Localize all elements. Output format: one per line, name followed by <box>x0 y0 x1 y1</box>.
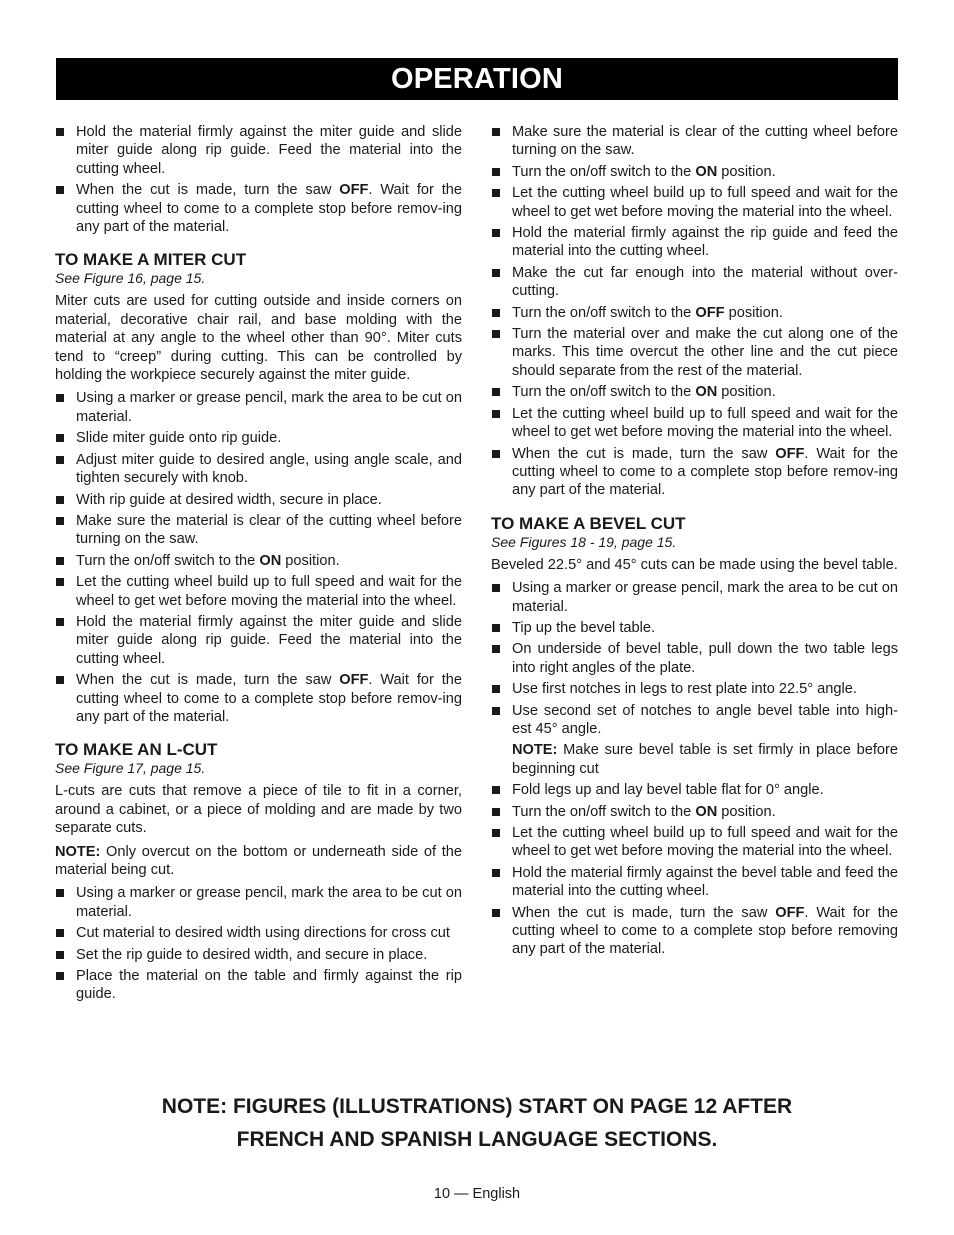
section-title-banner: OPERATION <box>56 58 898 100</box>
bevel-cut-heading: TO MAKE A BEVEL CUT <box>491 513 686 533</box>
list-item <box>491 445 898 500</box>
right-column <box>491 123 898 962</box>
item-text: . Wait for the cutting wheel to come to a complete stop before remov-ing any part of the material. <box>76 182 462 236</box>
item-text: Turn the material over and make the cut along one of the marks. This time overcut the other line and the cut piece should separate from the rest of the material. <box>512 326 898 379</box>
item-text: Cut material to desired width using directions for cross cut <box>76 925 450 942</box>
item-text: Make sure the material is clear of the cutting wheel before turning on the saw. <box>512 124 898 159</box>
list-item <box>491 383 898 401</box>
list-item <box>55 389 462 426</box>
list-item <box>491 579 898 616</box>
item-text: Let the cutting wheel build up to full speed and wait for the wheel to get wet before moving the material into the wheel. <box>76 574 462 609</box>
item-text: When the cut is made, turn the saw <box>512 445 776 462</box>
list-item <box>55 123 462 178</box>
miter-cut-paragraph: Miter cuts are used for cutting outside and inside corners on material, decorative chair rail, and base molding with the material at any angle to the wheel other than 90°. Miter cuts tend to “creep” during cutting. This can be controlled by holding the workpiece securely against the miter guide. <box>55 293 462 384</box>
item-text: Turn the on/off switch to the <box>512 304 696 321</box>
list-item <box>491 864 898 901</box>
item-text: position. <box>724 304 783 321</box>
item-text: Set the rip guide to desired width, and secure in place. <box>76 946 428 963</box>
list-item <box>491 803 898 821</box>
l-cut-paragraph: L-cuts are cuts that remove a piece of tile to fit in a corner, around a cabinet, or a piece of molding and are made by two separate cuts. <box>55 783 462 837</box>
bevel-cut-paragraph: Beveled 22.5° and 45° cuts can be made using the bevel table. <box>491 556 898 573</box>
left-column <box>55 123 462 1007</box>
item-text: On underside of bevel table, pull down the two table legs into right angles of the plate. <box>512 641 898 676</box>
item-text: Place the material on the table and firmly against the rip guide. <box>76 968 462 1003</box>
list-item <box>491 904 898 959</box>
l-cut-note <box>55 843 462 880</box>
item-text: Let the cutting wheel build up to full speed and wait for the wheel to get wet before moving the material into the wheel. <box>512 185 898 220</box>
list-item <box>55 946 462 964</box>
list-item <box>491 304 898 322</box>
item-text: position. <box>717 803 776 820</box>
bevel-cut-steps-continued <box>491 781 898 959</box>
list-item <box>491 224 898 261</box>
list-item <box>55 451 462 488</box>
item-emphasis: OFF <box>339 672 369 689</box>
bevel-cut-note <box>491 741 898 778</box>
figures-note-line-2: FRENCH AND SPANISH LANGUAGE SECTIONS. <box>236 1128 718 1151</box>
item-emphasis: ON <box>695 384 718 401</box>
list-item <box>55 613 462 668</box>
figures-note-line-1: NOTE: FIGURES (ILLUSTRATIONS) START ON PAGE 12 AFTER <box>161 1095 793 1118</box>
list-item <box>55 671 462 726</box>
item-emphasis: ON <box>695 163 718 180</box>
item-text: Adjust miter guide to desired angle, using angle scale, and tighten securely with knob. <box>76 451 462 487</box>
item-text: . Wait for the cutting wheel to come to a complete stop before remov-ing any part of the material. <box>512 445 898 499</box>
item-text: position. <box>281 552 340 569</box>
list-item <box>491 824 898 861</box>
intro-list <box>55 123 462 236</box>
item-emphasis: OFF <box>339 182 369 199</box>
item-text: Hold the material firmly against the rip guide and feed the material into the cutting wheel. <box>512 225 898 260</box>
figures-location-note <box>60 1090 894 1156</box>
item-text: Use second set of notches to angle bevel table into high-est 45° angle. <box>512 702 898 737</box>
list-item <box>55 552 462 570</box>
item-emphasis: OFF <box>695 304 725 321</box>
item-text: Fold legs up and lay bevel table flat for 0° angle. <box>512 782 824 799</box>
item-emphasis: ON <box>259 552 282 569</box>
item-text: . Wait for the cutting wheel to come to a complete stop before remov-ing any part of the material. <box>76 672 462 725</box>
item-text: When the cut is made, turn the saw <box>512 904 776 921</box>
note-text: Make sure bevel table is set firmly in place before beginning cut <box>512 742 898 777</box>
list-item <box>55 884 462 921</box>
list-item <box>55 924 462 942</box>
list-item <box>491 702 898 739</box>
bevel-cut-steps <box>491 579 898 738</box>
list-item <box>55 491 462 509</box>
item-text: When the cut is made, turn the saw <box>76 182 340 199</box>
note-text: Only overcut on the bottom or underneath side of the material being cut. <box>55 843 462 878</box>
list-item <box>491 640 898 677</box>
item-text: Turn the on/off switch to the <box>512 803 696 820</box>
item-text: Use first notches in legs to rest plate into 22.5° angle. <box>512 681 857 698</box>
list-item <box>491 123 898 160</box>
list-item <box>491 781 898 799</box>
miter-cut-heading: TO MAKE A MITER CUT <box>55 250 247 270</box>
item-text: Tip up the bevel table. <box>512 619 656 636</box>
item-text: Hold the material firmly against the bevel table and feed the material into the cutting wheel. <box>512 864 898 900</box>
list-item <box>491 325 898 380</box>
list-item <box>55 429 462 447</box>
item-text: Make sure the material is clear of the cutting wheel before turning on the saw. <box>76 512 462 548</box>
list-item <box>55 573 462 610</box>
bevel-cut-figure-ref: See Figures 18 - 19, page 15. <box>491 533 677 550</box>
item-text: When the cut is made, turn the saw <box>76 672 340 689</box>
item-text: Let the cutting wheel build up to full speed and wait for the wheel to get wet before moving the material into the wheel. <box>512 405 898 441</box>
item-emphasis: OFF <box>775 445 805 462</box>
item-text: position. <box>717 163 776 180</box>
list-item <box>491 184 898 221</box>
page-footer: 10 — English <box>433 1186 521 1202</box>
l-cut-steps <box>55 884 462 1003</box>
list-item <box>491 619 898 637</box>
note-label: NOTE: <box>55 843 101 860</box>
note-label: NOTE: <box>512 742 558 759</box>
list-item <box>491 163 898 181</box>
item-text: Hold the material firmly against the miter guide and slide miter guide along rip guide. Feed the material into the cutting wheel. <box>76 124 462 177</box>
item-text: With rip guide at desired width, secure in place. <box>76 491 382 508</box>
item-text: Turn the on/off switch to the <box>512 384 696 401</box>
item-emphasis: OFF <box>775 904 805 921</box>
list-item <box>55 967 462 1004</box>
list-item <box>55 512 462 549</box>
item-text: Let the cutting wheel build up to full speed and wait for the wheel to get wet before moving the material into the wheel. <box>512 825 898 860</box>
item-text: Using a marker or grease pencil, mark the area to be cut on material. <box>76 390 462 425</box>
miter-cut-steps <box>55 389 462 726</box>
list-item <box>491 680 898 698</box>
item-text: Turn the on/off switch to the <box>76 552 260 569</box>
item-emphasis: ON <box>695 803 718 820</box>
item-text: Make the cut far enough into the material without over-cutting. <box>512 264 898 300</box>
item-text: position. <box>717 384 776 401</box>
l-cut-heading: TO MAKE AN L-CUT <box>55 740 218 760</box>
list-item <box>55 181 462 236</box>
item-text: Slide miter guide onto rip guide. <box>76 430 282 447</box>
list-item <box>491 405 898 442</box>
item-text: Hold the material firmly against the miter guide and slide miter guide along rip guide. Feed the material into the cutting wheel. <box>76 613 462 667</box>
item-text: . Wait for the cutting wheel to come to a complete stop before removing any part of the material. <box>512 904 898 958</box>
item-text: Using a marker or grease pencil, mark the area to be cut on material. <box>512 580 898 615</box>
l-cut-steps-continued <box>491 123 898 500</box>
item-text: Using a marker or grease pencil, mark the area to be cut on material. <box>76 885 462 920</box>
list-item <box>491 264 898 301</box>
l-cut-figure-ref: See Figure 17, page 15. <box>55 760 206 777</box>
miter-cut-figure-ref: See Figure 16, page 15. <box>55 270 206 287</box>
item-text: Turn the on/off switch to the <box>512 163 696 180</box>
